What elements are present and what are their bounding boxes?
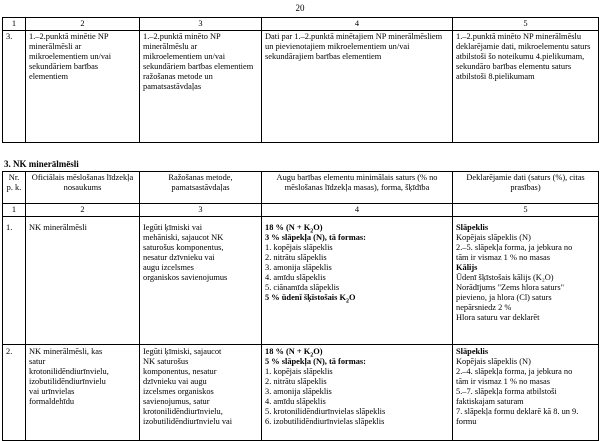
method-line: organiskos savienojumus [143, 273, 228, 282]
declared-line: 2.–5. slāpekļa forma, ja jebkura no [456, 243, 573, 252]
col-number: 4 [262, 204, 453, 217]
declared-line: Ūdenī šķīstošais kālijs (K₂O) [456, 273, 554, 282]
nitrogen-form: 1. kopējais slāpeklis [265, 367, 333, 376]
name-line: izobutilidēndiurīnvielu [29, 377, 106, 386]
min-nitrogen: 5 % slāpekļa (N), tā formas: [265, 357, 366, 366]
name-line: satur [29, 357, 46, 366]
method-line: saturošus komponentus, [143, 243, 224, 252]
nitrogen-form: 5. krotonilidēndiurīnvielas slāpeklis [265, 407, 386, 416]
declared-line: Kopējais slāpeklis (N) [456, 233, 531, 242]
name-line: vai urīnvielas [29, 387, 75, 396]
production-method-cell [140, 217, 262, 345]
declared-line: Norādījums "Zems hlora saturs" [456, 283, 565, 292]
col-number: 2 [26, 18, 140, 31]
name-line: krotonilidēndiurīnvielu, [29, 367, 109, 376]
nitrogen-form: 1. kopējais slāpeklis [265, 243, 333, 252]
section-title: 3. NK minerālmēsli [4, 159, 79, 169]
col-number: 3 [140, 18, 262, 31]
declared-line: Kālijs [456, 263, 478, 272]
header-content: Augu barības elementu minimālais saturs (% no mēslošanas līdzekļa masas), forma, šķīdība [262, 172, 453, 204]
method-line: izobutilidēndiurīnvielu vai [143, 417, 233, 426]
production-method-cell [140, 345, 262, 441]
method-line: savienojumus, satur [143, 397, 210, 406]
table-row [3, 31, 599, 143]
declared-line: 5.–7. slāpekļa forma atbilstoši [456, 387, 557, 396]
nitrogen-form: 4. amīdu slāpeklis [265, 273, 326, 282]
method-line: dzīvnieku vai augu [143, 377, 207, 386]
declared-line: Slāpeklis [456, 347, 489, 356]
col-number: 5 [453, 18, 599, 31]
fertilizer-name-cell: 1.–2.punktā minētie NP minerālmēsli ar mikroelementiem un/vai sekundāriem barības elementiem [26, 31, 140, 143]
col-number: 1 [3, 18, 26, 31]
declared-line: 7. slāpekļa formu deklarē kā 8. un 9. [456, 407, 579, 416]
declared-line: Kopējais slāpeklis (N) [456, 357, 531, 366]
nutrient-content-cell [262, 217, 453, 345]
declared-data-cell [453, 345, 599, 441]
declared-line: Slāpeklis [456, 223, 489, 232]
declared-line: faktiskajam saturam [456, 397, 524, 406]
column-number-row [3, 204, 599, 217]
header-name: Oficiālais mēslošanas līdzekļa nosaukums [26, 172, 140, 204]
fertilizer-name-cell: NK minerālmēsli [26, 217, 140, 345]
page-number: 20 [295, 3, 305, 13]
method-line: Iegūti ķīmiski vai [143, 223, 203, 232]
nitrogen-form: 4. amīdu slāpeklis [265, 397, 326, 406]
nutrient-content-cell [262, 345, 453, 441]
declared-line: pievieno, ja hlora (Cl) saturs [456, 293, 552, 302]
table-row [3, 217, 599, 345]
min-nitrogen: 3 % slāpekļa (N), tā formas: [265, 233, 366, 242]
header-nr: Nr. p. k. [3, 172, 26, 204]
method-line: izcelsmes organiskos [143, 387, 214, 396]
row-number: 3. [3, 31, 26, 143]
method-line: nesatur dzīvnieku vai [143, 253, 215, 262]
nitrogen-form: 3. amonija slāpeklis [265, 387, 332, 396]
name-line: formaldehīdu [29, 397, 75, 406]
min-potassium: 5 % ūdenī šķīstošais $K_2O$ [265, 293, 356, 305]
row-number: 1. [3, 217, 26, 345]
declared-line: tām ir vismaz 1 % no masas [456, 377, 550, 386]
method-line: krotonilidēndiurīnvielu, [143, 407, 223, 416]
nitrogen-form: 6. izobutilidēndiurīnvielas slāpeklis [265, 417, 385, 426]
min-content-total: 18 % $(N + K_2O)$ [265, 347, 323, 359]
declared-line: formu [456, 417, 477, 426]
nitrogen-form: 3. amonija slāpeklis [265, 263, 332, 272]
method-line: mehāniski, sajaucot NK [143, 233, 224, 242]
declared-line: tām ir vismaz 1 % no masas [456, 253, 550, 262]
np-continuation-table [2, 17, 599, 143]
declared-line: Hlora saturu var deklarēt [456, 313, 540, 322]
method-line: NK saturošus [143, 357, 189, 366]
nitrogen-form: 2. nitrātu slāpeklis [265, 377, 327, 386]
col-number: 2 [26, 204, 140, 217]
method-line: komponentus, nesatur [143, 367, 217, 376]
fertilizer-name-cell [26, 345, 140, 441]
declared-data-cell: 1.–2.punktā minēto NP minerālmēslu deklarējamie dati, mikroelementu saturs atbilstoši šo noteikumu 4.pielikumam, sekundāro barības elementu saturs atbilstoši 8.pielikumam [453, 31, 599, 143]
declared-data-cell [453, 217, 599, 345]
name-line: NK minerālmēsli, kas [29, 347, 103, 356]
production-method-cell: 1.–2.punktā minēto NP minerālmēslu ar mikroelementiem un/vai sekundāriem barības elementiem ražošanas metode un pamatsastāvdaļas [140, 31, 262, 143]
header-row [3, 172, 599, 204]
declared-line: nepārsniedz 2 % [456, 303, 512, 312]
min-content-total: 18 % $(N + K_2O)$ [265, 223, 323, 235]
column-number-row [3, 18, 599, 31]
nitrogen-form: 5. ciānamīda slāpeklis [265, 283, 340, 292]
col-number: 5 [453, 204, 599, 217]
nutrient-content-cell: Dati par 1.–2.punktā minētajiem NP minerālmēsliem un pievienotajiem mikroelementiem un/vai sekundārajiem barības elementiem [262, 31, 453, 143]
table-row [3, 345, 599, 441]
col-number: 3 [140, 204, 262, 217]
row-number: 2. [3, 345, 26, 441]
col-number: 1 [3, 204, 26, 217]
header-method: Ražošanas metode, pamatsastāvdaļas [140, 172, 262, 204]
col-number: 4 [262, 18, 453, 31]
nk-fertilizers-table [2, 171, 599, 441]
nitrogen-form: 2. nitrātu slāpeklis [265, 253, 327, 262]
method-line: Iegūti ķīmiski, sajaucot [143, 347, 222, 356]
header-declared: Deklarējamie dati (saturs (%), citas prasības) [453, 172, 599, 204]
declared-line: 2.–4. slāpekļa forma, ja jebkura no [456, 367, 573, 376]
method-line: augu izcelsmes [143, 263, 194, 272]
